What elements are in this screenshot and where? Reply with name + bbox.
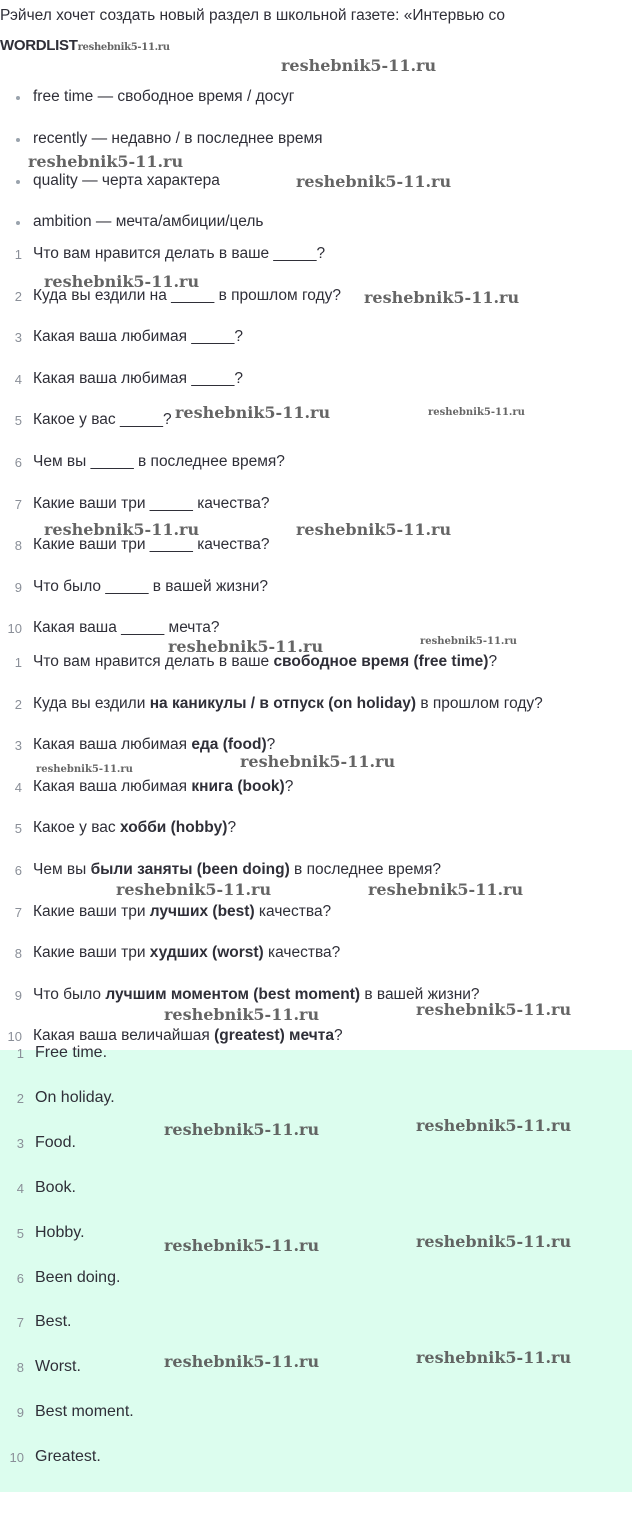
question-text: Какие ваши три _____ качества? [33,536,270,553]
answer-number: 4 [16,1181,24,1196]
watermark: reshebnik5-11.ru [77,42,170,53]
bullet-icon [16,138,20,142]
question-text: Чем вы _____ в последнее время? [33,453,285,470]
question-text: Какая ваша любимая _____? [33,370,244,387]
text-before: Какие ваши три [33,944,150,961]
question-text: Что было _____ в вашей жизни? [33,578,268,595]
watermark: reshebnik5-11.ru [281,56,437,75]
question-number: 9 [14,580,22,595]
watermark: reshebnik5-11.ru [240,752,396,771]
watermark: reshebnik5-11.ru [164,1120,320,1139]
answer-number: 7 [16,1315,24,1330]
watermark: reshebnik5-11.ru [364,288,520,307]
filled-term: на каникулы / в отпуск (on holiday) [149,695,417,712]
text-before: Что вам нравится делать в ваше [33,653,274,670]
text-after: ? [333,1027,343,1044]
filled-question-text [33,902,331,922]
bullet-icon [16,180,20,184]
filled-question-number: 6 [14,863,22,878]
text-after: в вашей жизни? [360,986,480,1003]
filled-question-text [33,735,275,755]
answer-text: Book. [35,1179,76,1196]
question-number: 10 [7,621,22,636]
question-text: Какая ваша любимая _____? [33,328,244,345]
filled-term: книга (book) [191,778,285,795]
filled-question-number: 3 [14,738,22,753]
question-text: Какие ваши три _____ качества? [33,495,270,512]
answer-text: On holiday. [35,1089,115,1106]
question-text: Какое у вас _____? [33,411,172,428]
filled-term: лучшим моментом (best moment) [105,986,361,1003]
answer-number: 5 [16,1226,24,1241]
watermark: reshebnik5-11.ru [28,152,184,171]
question-text: Куда вы ездили на _____ в прошлом году? [33,287,341,304]
filled-term: были заняты (been doing) [90,861,290,878]
filled-term: свободное время (free time) [273,653,489,670]
answer-text: Best moment. [35,1403,134,1420]
filled-term: еда (food) [191,736,267,753]
text-after: качества? [254,903,332,920]
watermark: reshebnik5-11.ru [416,1000,572,1019]
answer-number: 9 [16,1405,24,1420]
question-text: Какая ваша _____ мечта? [33,619,220,636]
watermark: reshebnik5-11.ru [164,1236,320,1255]
filled-question-number: 7 [14,905,22,920]
wordlist-item-text: free time — свободное время / досуг [33,88,295,105]
filled-question-number: 9 [14,988,22,1003]
text-before: Какая ваша величайшая [33,1027,215,1044]
text-before: Какие ваши три [33,903,150,920]
wordlist-item-text: quality — черта характера [33,172,220,189]
watermark: reshebnik5-11.ru [44,520,200,539]
filled-question-number: 1 [14,655,22,670]
bullet-icon [16,221,20,225]
answer-text: Greatest. [35,1448,101,1465]
watermark: reshebnik5-11.ru [44,272,200,291]
wordlist-item-text: ambition — мечта/амбиции/цель [33,213,264,230]
watermark: reshebnik5-11.ru [168,637,324,656]
question-number: 7 [14,497,22,512]
watermark: reshebnik5-11.ru [175,403,331,422]
watermark: reshebnik5-11.ru [36,764,133,775]
filled-question-text [33,694,543,714]
watermark: reshebnik5-11.ru [296,520,452,539]
question-number: 2 [14,289,22,304]
text-before: Какая ваша любимая [33,736,192,753]
text-after: ? [488,653,498,670]
bullet-icon [16,96,20,100]
question-number: 5 [14,413,22,428]
filled-term: (greatest) мечта [214,1027,334,1044]
filled-question-number: 4 [14,780,22,795]
answer-number: 3 [16,1136,24,1151]
answer-text: Free time. [35,1044,108,1061]
answer-text: Hobby. [35,1224,85,1241]
answer-number: 2 [16,1091,24,1106]
filled-term: худших (worst) [149,944,264,961]
watermark: reshebnik5-11.ru [420,636,517,647]
wordlist-item-text: recently — недавно / в последнее время [33,130,323,147]
filled-question-text [33,777,293,797]
answer-number: 10 [9,1450,24,1465]
filled-question-text [33,818,236,838]
watermark: reshebnik5-11.ru [368,880,524,899]
filled-question-number: 5 [14,821,22,836]
watermark: reshebnik5-11.ru [296,172,452,191]
text-before: Что было [33,986,106,1003]
text-before: Какая ваша любимая [33,778,192,795]
filled-question-text [33,985,480,1005]
wordlist-title [0,37,170,54]
filled-question-number: 8 [14,946,22,961]
text-after: качества? [263,944,341,961]
text-after: ? [266,736,276,753]
question-number: 4 [14,372,22,387]
watermark: reshebnik5-11.ru [416,1116,572,1135]
watermark: reshebnik5-11.ru [428,407,525,418]
intro-text: Рэйчел хочет создать новый раздел в школьной газете: «Интервью со [0,7,506,24]
answer-text: Food. [35,1134,76,1151]
text-after: ? [227,819,237,836]
question-number: 8 [14,538,22,553]
question-number: 3 [14,330,22,345]
answer-number: 8 [16,1360,24,1375]
answer-number: 6 [16,1271,24,1286]
question-text: Что вам нравится делать в ваше _____? [33,245,326,262]
watermark: reshebnik5-11.ru [164,1352,320,1371]
question-number: 1 [14,247,22,262]
answer-text: Worst. [35,1358,81,1375]
watermark: reshebnik5-11.ru [116,880,272,899]
wordlist-heading: WORDLIST [0,37,78,54]
answer-text: Best. [35,1313,72,1330]
filled-term: лучших (best) [149,903,255,920]
filled-question-text [33,860,441,880]
filled-term: хобби (hobby) [119,819,228,836]
question-number: 6 [14,455,22,470]
watermark: reshebnik5-11.ru [416,1348,572,1367]
text-before: Какое у вас [33,819,120,836]
answer-number: 1 [16,1046,24,1061]
filled-question-number: 10 [7,1029,22,1044]
text-after: ? [284,778,294,795]
text-after: в прошлом году? [416,695,543,712]
filled-question-number: 2 [14,697,22,712]
text-before: Чем вы [33,861,91,878]
text-before: Куда вы ездили [33,695,150,712]
watermark: reshebnik5-11.ru [164,1005,320,1024]
text-after: в последнее время? [289,861,441,878]
filled-question-text [33,943,340,963]
answer-text: Been doing. [35,1269,121,1286]
watermark: reshebnik5-11.ru [416,1232,572,1251]
